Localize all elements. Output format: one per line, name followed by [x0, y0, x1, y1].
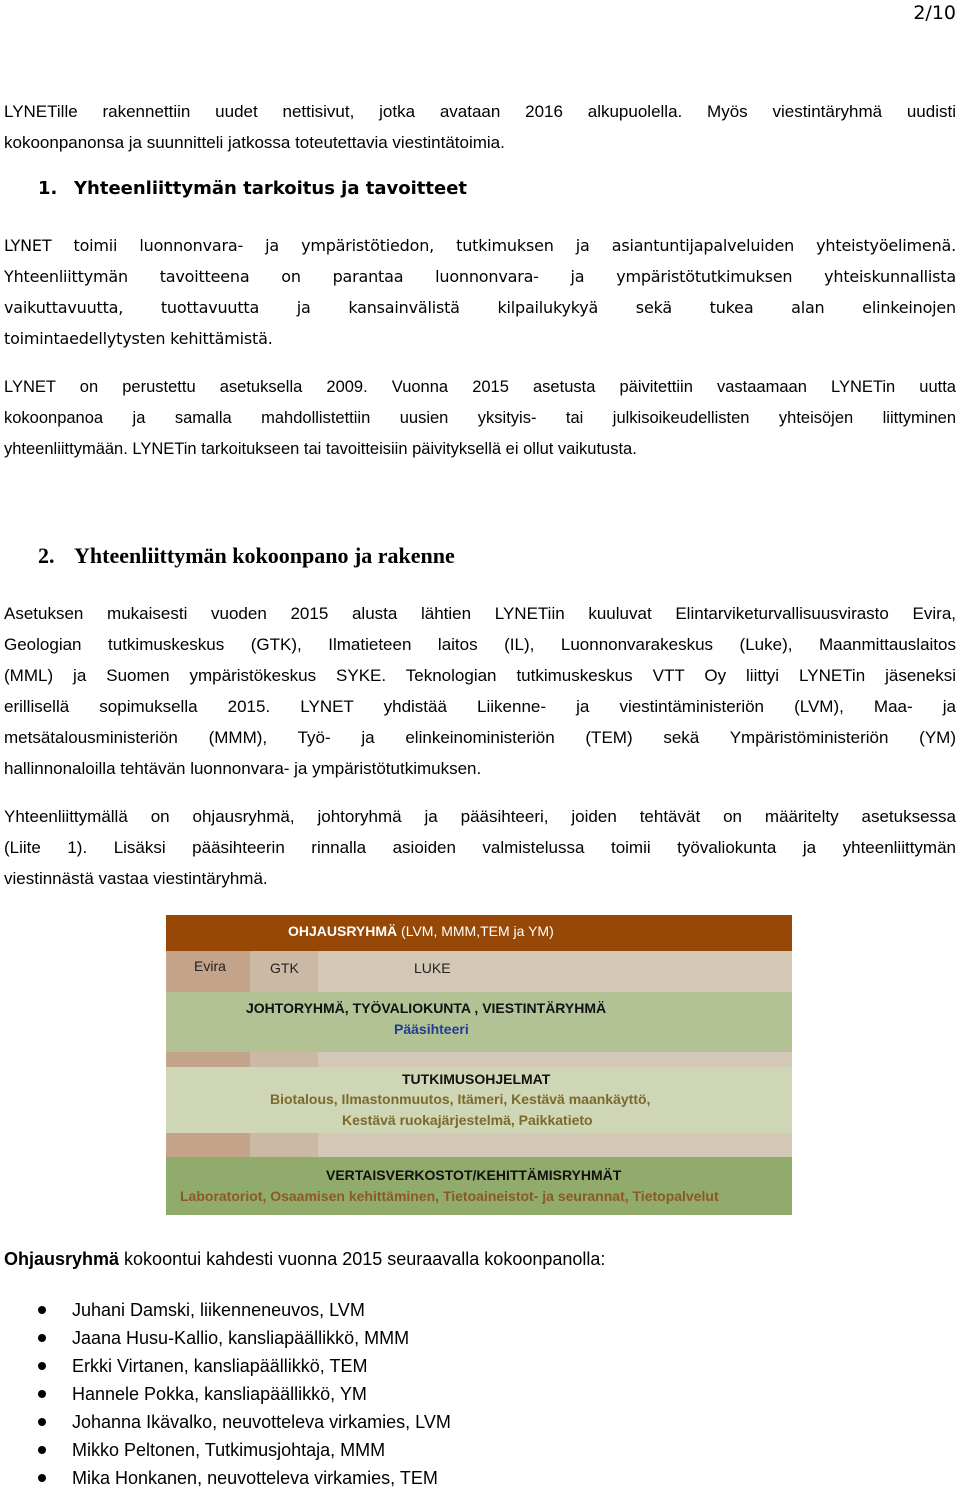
section-2-title: Yhteenliittymän kokoonpano ja rakenne — [74, 543, 455, 568]
s2p2-line-3: viestinnästä vastaa viestintäryhmä. — [4, 869, 268, 888]
ohjausryhma-paragraph — [4, 1244, 956, 1275]
tutkimus-line-2: Kestävä ruokajärjestelmä, Paikkatieto — [342, 1112, 593, 1128]
member-name: Mikko Peltonen, Tutkimusjohtaja, MMM — [72, 1440, 386, 1460]
member-name: Juhani Damski, liikenneneuvos, LVM — [72, 1300, 365, 1320]
vertais-band — [166, 1157, 792, 1215]
s2p2-line-2: (Liite 1). Lisäksi pääsihteerin rinnalla asioiden valmistelussa toimii työvaliokunta ja yhteenliittymän — [4, 838, 956, 857]
s1p2-line-2: kokoonpanoa ja samalla mahdollistettiin uusien yksityis- tai julkisoikeudellisten yhteisöjen liittyminen — [4, 409, 956, 427]
bullet-icon — [38, 1474, 46, 1482]
page-number: 2/10 — [913, 2, 956, 24]
bullet-icon — [38, 1390, 46, 1398]
luke-label: LUKE — [414, 960, 451, 976]
bullet-icon — [38, 1446, 46, 1454]
s1p2-line-1: LYNET on perustettu asetuksella 2009. Vuonna 2015 asetusta päivitettiin vastaamaan LYNETin uutta — [4, 378, 956, 396]
bullet-icon — [38, 1362, 46, 1370]
vertais-label: VERTAISVERKOSTOT/KEHITTÄMISRYHMÄT — [326, 1167, 622, 1183]
tutkimus-line-1: Biotalous, Ilmastonmuutos, Itämeri, Kestävä maankäyttö, — [270, 1091, 651, 1107]
s2p1-line-1: Asetuksen mukaisesti vuoden 2015 alusta lähtien LYNETiin kuuluvat Elintarviketurvallisuusvirasto Evira, — [4, 604, 956, 623]
member-name: Jaana Husu-Kallio, kansliapäällikkö, MMM — [72, 1328, 410, 1348]
bullet-icon — [38, 1306, 46, 1314]
section-1-paragraph-1 — [4, 230, 956, 354]
intro-line-2: kokoonpanonsa ja suunnitteli jatkossa toteutettavia viestintätoimia. — [4, 133, 505, 152]
bullet-icon — [38, 1334, 46, 1342]
johtoryhma-label: JOHTORYHMÄ, TYÖVALIOKUNTA , VIESTINTÄRYHMÄ — [246, 1000, 607, 1016]
section-1-title: Yhteenliittymän tarkoitus ja tavoitteet — [74, 178, 468, 199]
tutkimusohjelmat-label: TUTKIMUSOHJELMAT — [402, 1071, 551, 1087]
ohjausryhma-label — [288, 923, 554, 939]
ohjausryhma-rest-text: kokoontui kahdesti vuonna 2015 seuraavalla kokoonpanolla: — [119, 1249, 606, 1269]
member-name: Mika Honkanen, neuvotteleva virkamies, TEM — [72, 1468, 438, 1488]
s2p1-line-3: (MML) ja Suomen ympäristökeskus SYKE. Teknologian tutkimuskeskus VTT Oy liittyi LYNETin jäseneksi — [4, 666, 956, 685]
s2p1-line-2: Geologian tutkimuskeskus (GTK), Ilmatieteen laitos (IL), Luonnonvarakeskus (Luke), Maanmittauslaitos — [4, 635, 956, 654]
paasihteeri-label: Pääsihteeri — [394, 1021, 469, 1037]
s2p1-line-4: erillisellä sopimuksella 2015. LYNET yhdistää Liikenne- ja viestintäministeriön (LVM), Maa- ja — [4, 697, 956, 716]
s1p1-line-1: LYNET toimii luonnonvara- ja ympäristötiedon, tutkimuksen ja asiantuntijapalveluiden yhteistyöelimenä. — [4, 236, 956, 255]
s2p1-line-5: metsätalousministeriön (MMM), Työ- ja elinkeinoministeriön (TEM) sekä Ympäristöministeriön (YM) — [4, 728, 956, 747]
ohjausryhma-rest: (LVM, MMM,TEM ja YM) — [397, 923, 554, 939]
s1p1-line-2: Yhteenliittymän tavoitteena on parantaa luonnonvara- ja ympäristötutkimuksen yhteiskunnallista — [4, 267, 956, 286]
member-name: Johanna Ikävalko, neuvotteleva virkamies, LVM — [72, 1412, 451, 1432]
section-2-paragraph-2 — [4, 801, 956, 894]
s2p1-line-6: hallinnonaloilla tehtävän luonnonvara- ja ympäristötutkimuksen. — [4, 759, 482, 778]
section-1-paragraph-2 — [4, 372, 956, 465]
intro-line-1: LYNETille rakennettiin uudet nettisivut, jotka avataan 2016 alkupuolella. Myös viestintäryhmä uudisti — [4, 102, 956, 121]
member-name: Hannele Pokka, kansliapäällikkö, YM — [72, 1384, 367, 1404]
section-1-number: 1. — [38, 178, 58, 199]
s2p2-line-1: Yhteenliittymällä on ohjausryhmä, johtoryhmä ja pääsihteeri, joiden tehtävät on määritelty asetuksessa — [4, 807, 956, 826]
s1p1-line-3: vaikuttavuutta, tuottavuutta ja kansainvälistä kilpailukykyä sekä tukea alan elinkeinojen — [4, 298, 956, 317]
ohjausryhma-bold-word: Ohjausryhmä — [4, 1249, 120, 1269]
section-2-paragraph-1 — [4, 598, 956, 784]
ohjausryhma-bold: OHJAUSRYHMÄ — [288, 923, 398, 939]
intro-paragraph — [4, 96, 956, 158]
bullet-icon — [38, 1418, 46, 1426]
member-name: Erkki Virtanen, kansliapäällikkö, TEM — [72, 1356, 368, 1376]
organization-diagram — [166, 915, 792, 1215]
gtk-label: GTK — [270, 960, 299, 976]
s1p1-line-4: toimintaedellytysten kehittämistä. — [4, 329, 273, 348]
evira-label: Evira — [194, 958, 226, 974]
s1p2-line-3: yhteenliittymään. LYNETin tarkoitukseen tai tavoitteisiin päivityksellä ei ollut vaikutusta. — [4, 440, 637, 458]
vertais-line: Laboratoriot, Osaamisen kehittäminen, Tietoaineistot- ja seurannat, Tietopalvelut — [180, 1188, 719, 1204]
section-2-number: 2. — [38, 543, 55, 568]
